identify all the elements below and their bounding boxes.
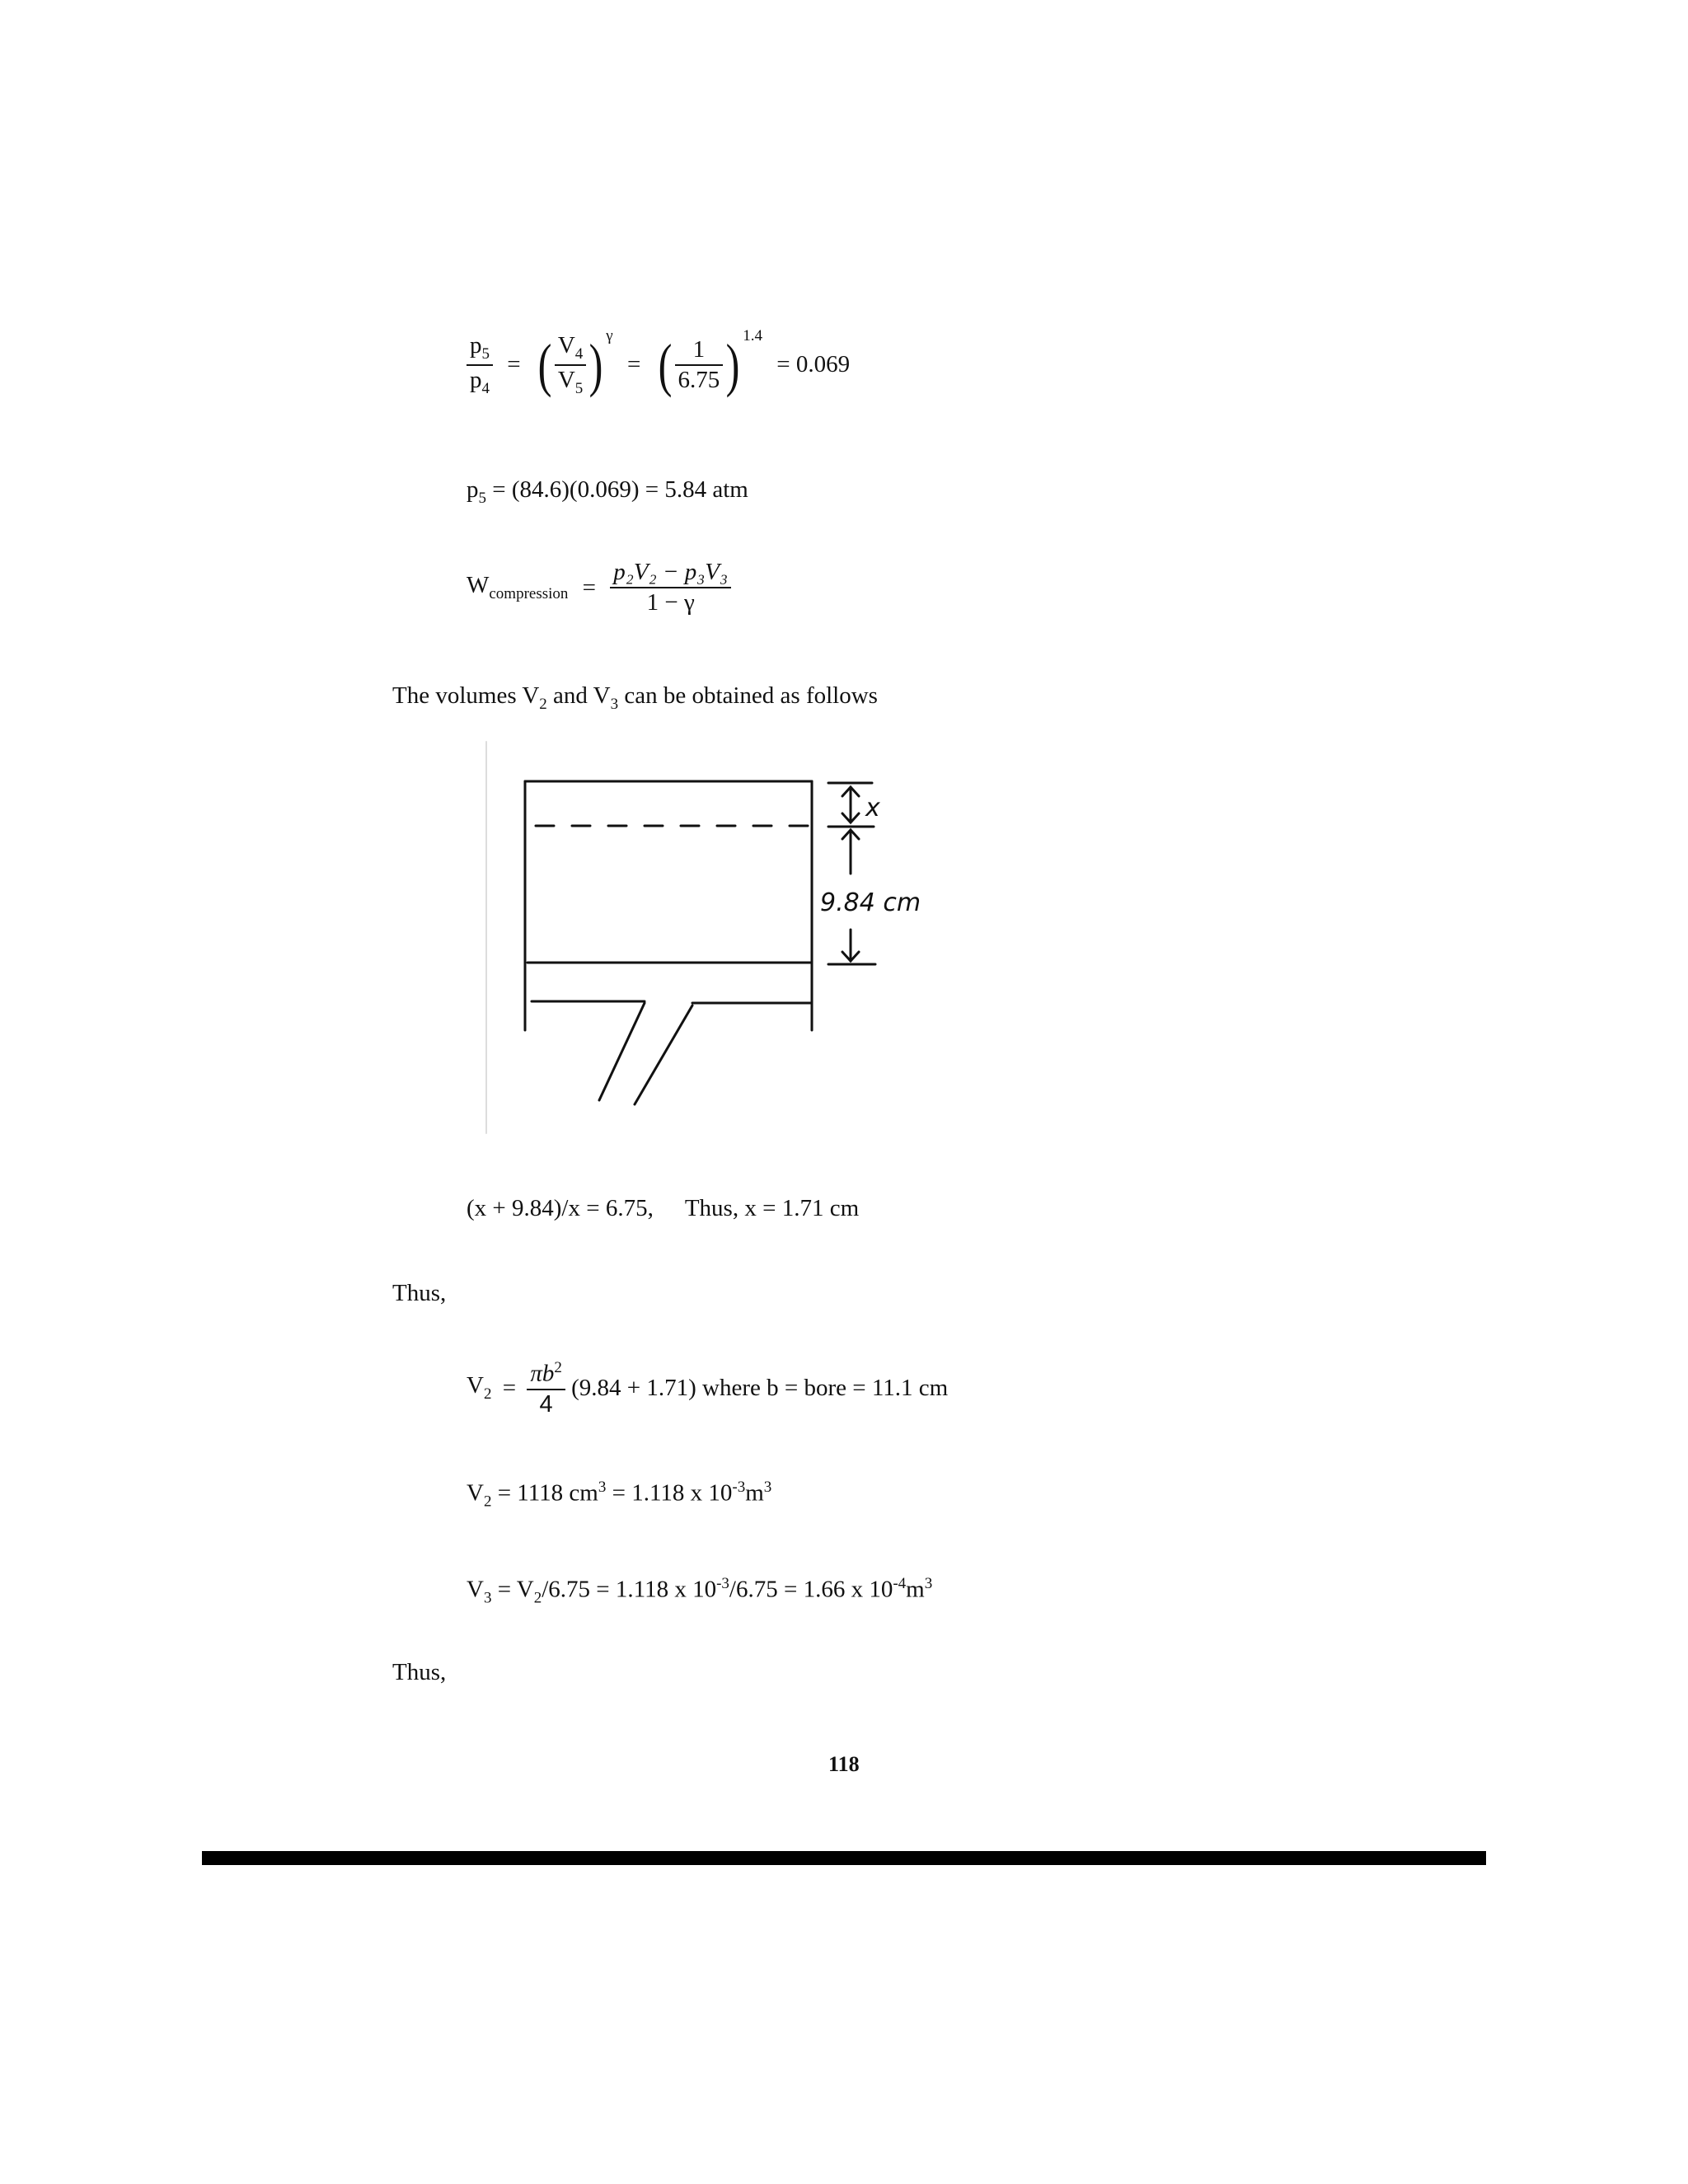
equation-solve-x: (x + 9.84)/x = 6.75, Thus, x = 1.71 cm bbox=[467, 1195, 860, 1221]
fraction-p5-over-p4: $\frac{p_5}{p_4}$ bbox=[467, 334, 493, 396]
thus-text-2: Thus, bbox=[392, 1659, 447, 1685]
footer-rule bbox=[202, 1851, 1486, 1865]
page-number: 118 bbox=[828, 1752, 860, 1776]
equation-v2-formula: $V_2$ = $\frac{\pi b^2}{4}$ (9.84 + 1.71) where b = bore = 11.1 cm bbox=[467, 1359, 949, 1418]
fraction-work: $\frac{\text{p₂V₂ − p₃V₃}}{1 - \gamma}$ bbox=[610, 560, 731, 615]
intro-sentence: The volumes $V_2$ and $V_3$ can be obtained as follows bbox=[392, 682, 878, 713]
equation-work-compression: $W_{compression}$ = $\frac{\text{p₂V₂ − p₃V₃}}{1 - \gamma}$ bbox=[467, 560, 731, 615]
fraction-v4-over-v5: $\frac{V_4}{V_5}$ bbox=[555, 334, 586, 396]
label-x: x bbox=[865, 794, 880, 823]
thus-text-1: Thus, bbox=[392, 1280, 447, 1306]
fraction-pi-b2-over-4: $\frac{\pi b^2}{4}$ bbox=[527, 1360, 565, 1417]
equation-pressure-ratio: $\frac{p_5}{p_4}$ = ( $\frac{V_4}{V_5}$ ) $^\gamma$ = ( $\frac{1}{6.75}$ ) $^{1.4}$ = 0.069 bbox=[467, 334, 858, 396]
label-stroke: 9.84 cm bbox=[820, 888, 921, 917]
equation-p5: $p_5 = (84.6)(0.069) = 5.84$ atm bbox=[467, 476, 748, 507]
equation-v3-value: $V_3 = V_2/6.75 = 1.118$ x $10^{-3}/6.75 = 1.66$ x $10^{-4}m^3$ bbox=[467, 1575, 933, 1607]
fraction-one-over-ratio: $\frac{1}{6.75}$ bbox=[675, 338, 724, 392]
connecting-rod-left bbox=[599, 1003, 645, 1100]
connecting-rod-right bbox=[635, 1005, 692, 1104]
equation-v2-value: $V_2 = 1118$ $cm^3 = 1.118$ x $10^{-3}m^3$ bbox=[467, 1479, 772, 1511]
